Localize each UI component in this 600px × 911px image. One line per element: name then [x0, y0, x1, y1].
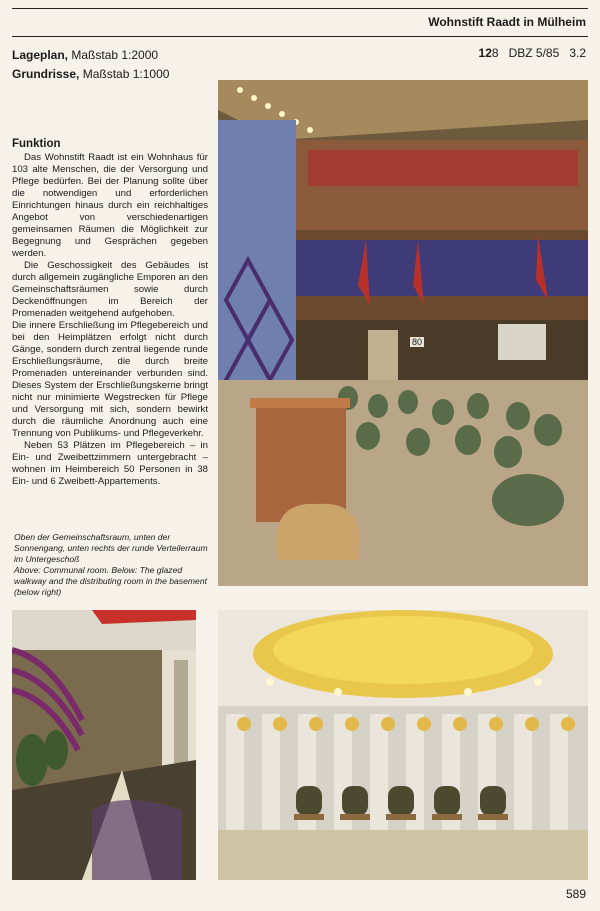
distribution-room-illustration [218, 610, 588, 880]
floor-plans-label: Grundrisse, [12, 67, 80, 81]
communal-room-photo [218, 80, 588, 586]
caption-english: Above: Communal room. Below: The glazed walkway and the distributing room in the basement (below right) [14, 565, 207, 597]
door-sign-label: 80 [412, 337, 423, 347]
header-title: Wohnstift Raadt in Mülheim [428, 15, 586, 29]
top-rule [12, 8, 588, 9]
paragraph: Die innere Erschließung im Pflegebereich und bei den Heimplätzen erfolgt nicht durch Gänge, sondern durch zentral liegende runde Erschließungsräume, die durch breite Promenaden untereinander verbunden sind. Dieses System der Erschließungskerne bringt nicht nur minimierte Wegstrecken für Pflege und Versorgung mit sich, sondern bewirkt durch die räumliche Anordnung auch eine Trennung von Publikums- und Pflegeverkehr. [12, 320, 208, 439]
page-prefix: 12 [478, 46, 492, 60]
page-number: 589 [565, 887, 586, 901]
article-text [12, 138, 208, 488]
journal-issue: DBZ 5/85 [508, 46, 560, 60]
plan-scales [12, 46, 169, 84]
floor-plans-line [12, 65, 169, 84]
photo-caption [14, 532, 210, 598]
walkway-illustration [12, 610, 196, 880]
site-plan-line [12, 46, 169, 65]
communal-room-illustration [218, 80, 588, 586]
header-rule [12, 36, 588, 37]
walkway-photo [12, 610, 196, 880]
distribution-room-photo [218, 610, 588, 880]
paragraph: Neben 53 Plätzen im Pflegebereich – in Ein- und Zweibettzimmern untergebracht – wohnen im Heimbereich 50 Personen in 38 Ein- und 6 Zweibett-Appartements. [12, 440, 208, 487]
section-number: 3.2 [569, 46, 586, 60]
caption-german: Oben der Gemeinschaftsraum, unten der Sonnengang, unten rechts der runde Verteilerraum im Untergeschoß [14, 532, 208, 564]
paragraph: Das Wohnstift Raadt ist ein Wohnhaus für 103 alte Menschen, die der Versorgung und Pflege bedürfen. Bei der Planung sollte über die notwendigen und erforderlichen Einrichtungen hinaus durch ein reichhaltiges Angebot von verschiedenartigen gemeinsamen Räumen die Möglichkeit zur Begegnung und Gesprächen gegeben werden. [12, 152, 208, 259]
floor-plans-scale: Maßstab 1:1000 [82, 67, 170, 81]
page-reference [479, 46, 586, 60]
paragraph: Die Geschossigkeit des Gebäudes ist durch allgemein zugängliche Emporen an den Gemeinschaftsräumen sowie durch Deckenöffnungen im Bereich der Promenaden weitgehend aufgehoben. [12, 260, 208, 319]
site-plan-scale: Maßstab 1:2000 [71, 48, 159, 62]
page-suffix: 8 [491, 46, 499, 60]
section-heading: Funktion [12, 138, 61, 150]
site-plan-label: Lageplan, [12, 48, 69, 62]
